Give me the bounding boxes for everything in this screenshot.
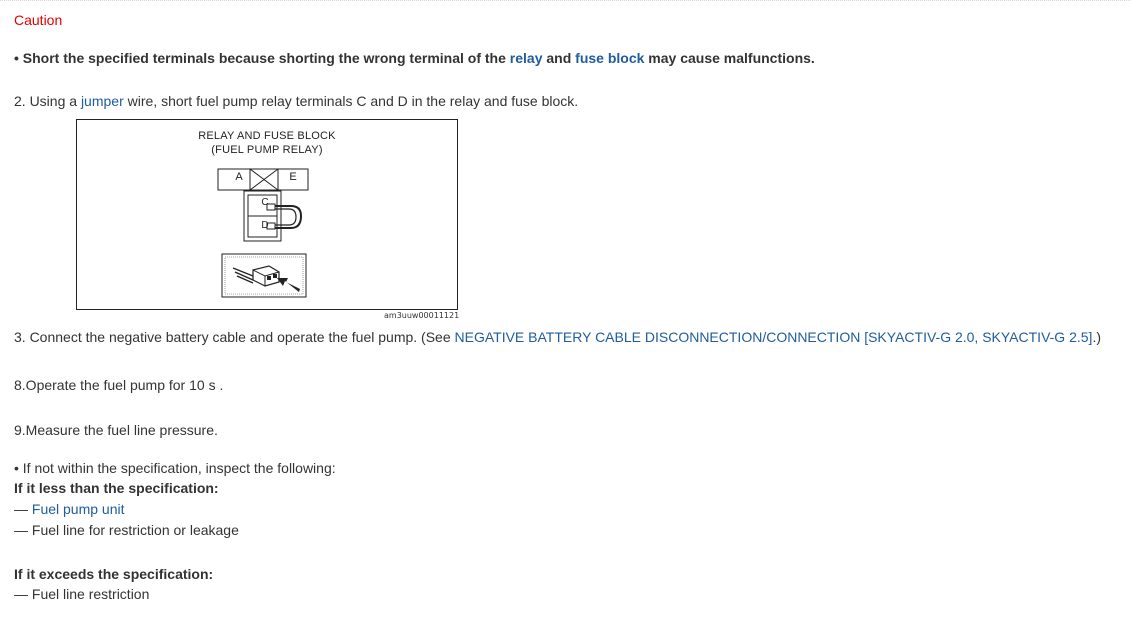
fuel-pump-unit-link[interactable]: Fuel pump unit xyxy=(31,501,125,517)
less-than-heading: If it less than the specification: xyxy=(14,480,219,496)
caution-text-part1: Short the specified terminals because shorting the wrong terminal of the xyxy=(22,50,506,66)
less-item-1 xyxy=(14,501,125,517)
locator-dot2 xyxy=(273,274,277,278)
step-9: 9.Measure the fuel line pressure. xyxy=(14,422,218,438)
caution-title: Caution xyxy=(14,12,63,28)
relay-fuse-block-figure xyxy=(76,119,458,310)
relay-link[interactable]: relay xyxy=(509,50,543,66)
step-3-prefix: 3. Connect the negative battery cable and operate the fuel pump. (See xyxy=(14,329,451,345)
caution-text xyxy=(14,50,815,66)
less-item-2 xyxy=(14,522,239,538)
terminal-e-label: E xyxy=(289,171,297,183)
exceeds-item-1-text: Fuel line restriction xyxy=(31,586,150,602)
step-2 xyxy=(14,93,578,109)
exceeds-heading: If it exceeds the specification: xyxy=(14,566,214,582)
step-8: 8.Operate the fuel pump for 10 s . xyxy=(14,377,224,393)
figure-title-line2: (FUEL PUMP RELAY) xyxy=(211,144,323,156)
step-3 xyxy=(14,329,1101,345)
terminal-a-label: A xyxy=(235,171,243,183)
figure-title-line1: RELAY AND FUSE BLOCK xyxy=(198,130,336,142)
dash: — xyxy=(14,586,28,602)
figure-code: am3uuw00011121 xyxy=(384,311,460,320)
step-3-suffix: .) xyxy=(1092,329,1101,345)
jumper-link[interactable]: jumper xyxy=(80,93,124,109)
exceeds-item-1 xyxy=(14,586,149,602)
caution-bullet: • xyxy=(14,50,19,66)
locator-dot1 xyxy=(267,276,271,280)
dash: — xyxy=(14,501,28,517)
step-2-prefix: 2. Using a xyxy=(14,93,78,109)
fuse-block-link[interactable]: fuse block xyxy=(575,50,645,66)
top-divider xyxy=(0,0,1131,1)
terminal-c-label: C xyxy=(261,197,269,208)
spec-bullet: • If not within the specification, inspect the following: xyxy=(14,460,336,476)
less-item-2-text: Fuel line for restriction or leakage xyxy=(31,522,239,538)
relay-diagram xyxy=(77,120,457,309)
caution-text-part3: may cause malfunctions. xyxy=(648,50,815,66)
terminal-d-label: D xyxy=(261,220,269,231)
caution-text-part2: and xyxy=(546,50,572,66)
dash: — xyxy=(14,522,28,538)
step-2-suffix: wire, short fuel pump relay terminals C and D in the relay and fuse block. xyxy=(127,93,579,109)
negative-battery-cable-link[interactable]: NEGATIVE BATTERY CABLE DISCONNECTION/CONNECTION [SKYACTIV-G 2.0, SKYACTIV-G 2.5] xyxy=(454,329,1093,345)
